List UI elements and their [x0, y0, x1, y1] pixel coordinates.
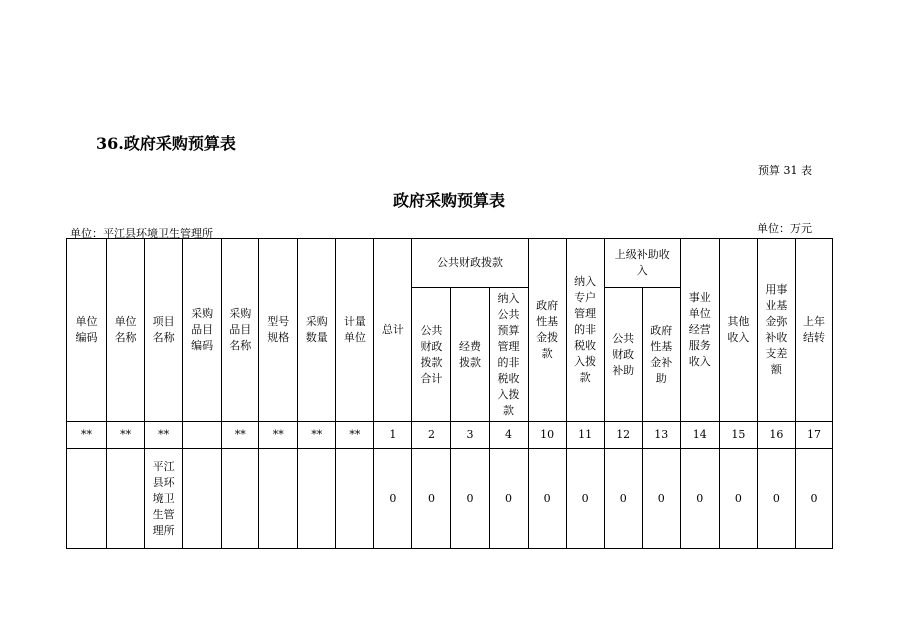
cell-total: 0: [374, 449, 412, 549]
index-cell: 16: [757, 422, 795, 449]
index-cell: 17: [795, 422, 832, 449]
index-cell: **: [67, 422, 107, 449]
index-row: [67, 422, 833, 449]
table-title: 政府采购预算表: [392, 191, 505, 210]
cell-pf-nontax: 0: [489, 449, 528, 549]
header-project-name: 项目 名称: [145, 239, 183, 422]
cell-quantity: [298, 449, 336, 549]
cell-special-nontax: 0: [566, 449, 604, 549]
header-sup-gov-fund: 政府 性基 金补 助: [642, 288, 680, 422]
project-name-text: 平江县环境卫生管理所: [152, 459, 175, 537]
index-cell: **: [259, 422, 298, 449]
cell-gov-fund: 0: [528, 449, 566, 549]
index-cell: 3: [451, 422, 489, 449]
index-cell: 4: [489, 422, 528, 449]
header-pf-funds: 经费 拨款: [451, 288, 489, 422]
index-cell: 12: [604, 422, 642, 449]
cell-carryover: 0: [795, 449, 832, 549]
index-cell: 2: [412, 422, 451, 449]
header-dept-code: 单位 编码: [67, 239, 107, 422]
header-carryover: 上年 结转: [795, 239, 832, 422]
header-item-name: 采购 品目 名称: [222, 239, 259, 422]
index-cell: **: [222, 422, 259, 449]
index-cell: **: [107, 422, 145, 449]
index-cell: **: [336, 422, 374, 449]
header-total: 总计: [374, 239, 412, 422]
index-cell: 1: [374, 422, 412, 449]
header-quantity: 采购 数量: [298, 239, 336, 422]
header-gov-fund: 政府 性基 金拨 款: [528, 239, 566, 422]
cell-business-income: 0: [680, 449, 719, 549]
cell-sup-gov-fund: 0: [642, 449, 680, 549]
index-cell: 13: [642, 422, 680, 449]
cell-dept-code: [67, 449, 107, 549]
cell-project-name: [145, 449, 183, 549]
index-cell: [183, 422, 222, 449]
header-public-finance-group: 公共财政拨款: [412, 239, 528, 288]
header-reserve-fund: 用事 业基 金弥 补收 支差 额: [757, 239, 795, 422]
header-dept-name: 单位 名称: [107, 239, 145, 422]
procurement-budget-table: [66, 238, 833, 549]
cell-unit: [336, 449, 374, 549]
index-cell: 11: [566, 422, 604, 449]
unit-department: 单位：平江县环境卫生管理所: [70, 227, 213, 240]
index-cell: **: [145, 422, 183, 449]
index-cell: 15: [719, 422, 757, 449]
unit-currency: 单位：万元: [757, 222, 812, 235]
index-cell: **: [298, 422, 336, 449]
table-row: [67, 449, 833, 549]
header-business-income: 事业 单位 经营 服务 收入: [680, 239, 719, 422]
cell-sup-public: 0: [604, 449, 642, 549]
cell-pf-total: 0: [412, 449, 451, 549]
cell-model: [259, 449, 298, 549]
cell-item-name: [222, 449, 259, 549]
cell-dept-name: [107, 449, 145, 549]
cell-pf-funds: 0: [451, 449, 489, 549]
header-sup-public: 公共 财政 补助: [604, 288, 642, 422]
header-pf-nontax: 纳入 公共 预算 管理 的非 税收 入拨 款: [489, 288, 528, 422]
header-other-income: 其他 收入: [719, 239, 757, 422]
header-pf-total: 公共 财政 拨款 合计: [412, 288, 451, 422]
cell-other-income: 0: [719, 449, 757, 549]
budget-number: 预算 31 表: [758, 164, 812, 177]
section-title: 36.政府采购预算表: [96, 134, 236, 153]
header-unit: 计量 单位: [336, 239, 374, 422]
index-cell: 14: [680, 422, 719, 449]
index-cell: 10: [528, 422, 566, 449]
header-model: 型号 规格: [259, 239, 298, 422]
header-special-nontax: 纳入 专户 管理 的非 税收 入拨 款: [566, 239, 604, 422]
cell-item-code: [183, 449, 222, 549]
header-item-code: 采购 品目 编码: [183, 239, 222, 422]
cell-reserve-fund: 0: [757, 449, 795, 549]
header-superior-group: 上级补助收 入: [604, 239, 680, 288]
